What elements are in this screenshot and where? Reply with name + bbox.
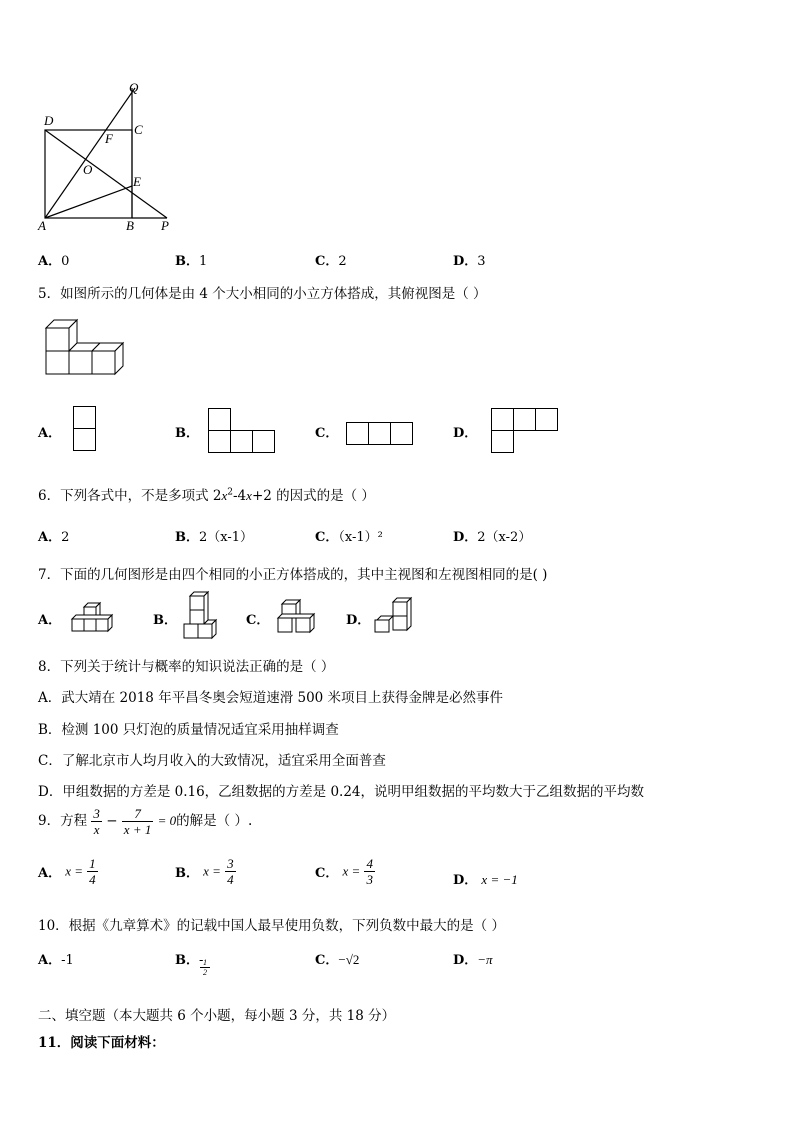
option-label: C．	[315, 254, 339, 269]
option-text: −√2	[338, 952, 360, 967]
q6-option-c[interactable]	[315, 526, 383, 545]
q5-option-a-view	[73, 406, 97, 452]
q6-option-b[interactable]	[175, 526, 253, 545]
option-label: C．	[315, 426, 339, 441]
q4-geometry-figure	[30, 78, 190, 238]
option-fraction	[87, 856, 98, 887]
q7-option-c[interactable]	[246, 609, 269, 628]
line-ae	[45, 186, 132, 218]
q5-solid-figure	[40, 316, 130, 378]
minus-sign: −	[106, 813, 118, 829]
option-text: -1	[61, 953, 74, 968]
denominator: 4	[227, 872, 234, 887]
option-label: B．	[175, 426, 199, 441]
option-text: 1	[199, 254, 208, 269]
option-label: D．	[453, 254, 478, 269]
label-a: A	[38, 218, 46, 233]
line-aq	[45, 88, 135, 218]
option-text: −π	[477, 952, 493, 967]
numerator: 1	[200, 958, 210, 968]
q6-stem-mid: -4	[233, 488, 247, 504]
option-lhs: x =	[342, 863, 361, 879]
q9-option-b[interactable]	[175, 856, 236, 887]
q4-option-d[interactable]	[453, 250, 486, 269]
option-lhs: x =	[65, 863, 84, 879]
q6-stem	[38, 484, 375, 504]
q10-option-b-fraction	[200, 958, 210, 977]
q8-option-d[interactable]: D．甲组数据的方差是 0.16，乙组数据的方差是 0.24，说明甲组数据的平均数大于乙组数据的平均数	[38, 784, 645, 800]
option-label: A．	[38, 530, 62, 545]
q4-option-b[interactable]	[175, 250, 207, 269]
q10-option-c[interactable]	[315, 949, 359, 968]
q8-stem: 8．下列关于统计与概率的知识说法正确的是（ ）	[38, 659, 335, 675]
denominator: 2	[203, 968, 207, 977]
q4-option-a[interactable]	[38, 250, 69, 269]
q7-option-d[interactable]	[346, 609, 370, 628]
q9-fraction-2	[122, 806, 154, 837]
q7-option-b[interactable]	[153, 609, 177, 628]
q7-option-b-solid	[182, 590, 218, 640]
option-text: -	[199, 953, 204, 968]
q9-fraction-1	[91, 806, 102, 837]
q6-var-x: x	[221, 488, 228, 503]
option-text: 0	[61, 254, 70, 269]
option-text: 2	[61, 530, 70, 545]
q6-option-d[interactable]	[453, 526, 531, 545]
option-label: A．	[38, 426, 62, 441]
option-text: 2（x-2）	[477, 530, 532, 545]
q9-stem-suffix: 的解是（ ）.	[176, 813, 253, 829]
option-label: C．	[315, 953, 339, 968]
option-label: A．	[38, 953, 62, 968]
q7-option-d-solid	[373, 596, 417, 636]
q6-var-x: x	[246, 488, 252, 503]
option-label: D．	[346, 613, 371, 628]
q7-option-a-solid	[68, 600, 120, 636]
option-label: A．	[38, 613, 62, 628]
q5-option-b-view	[208, 408, 276, 454]
option-label: B．	[175, 530, 199, 545]
label-p: P	[161, 218, 169, 233]
option-label: D．	[453, 873, 478, 888]
label-c: C	[134, 122, 143, 137]
option-fraction	[364, 856, 375, 887]
q7-option-c-solid	[276, 598, 320, 636]
q9-stem-prefix: 9．方程	[38, 813, 88, 829]
q6-exponent: 2	[227, 487, 233, 498]
q9-option-c[interactable]	[315, 856, 375, 887]
q6-stem-prefix: 6．下列各式中，不是多项式 2	[38, 488, 222, 504]
option-label: A．	[38, 866, 62, 881]
option-label: C．	[246, 613, 270, 628]
q10-option-a[interactable]	[38, 949, 74, 968]
q8-option-b[interactable]: B．检测 100 只灯泡的质量情况适宜采用抽样调查	[38, 722, 339, 738]
q5-stem: 5．如图所示的几何体是由 4 个大小相同的小立方体搭成，其俯视图是（ ）	[38, 286, 487, 302]
q8-option-c[interactable]: C．了解北京市人均月收入的大致情况，适宜采用全面普查	[38, 753, 386, 769]
q5-option-d[interactable]	[453, 422, 477, 441]
option-lhs: x = −1	[481, 872, 518, 887]
q9-stem	[38, 806, 252, 837]
option-label: A．	[38, 254, 62, 269]
option-text: 3	[477, 254, 486, 269]
label-q: Q	[129, 80, 139, 95]
q11-stem: 11．阅读下面材料：	[38, 1035, 165, 1051]
q5-option-d-view	[491, 408, 559, 454]
option-label: B．	[153, 613, 177, 628]
option-label: D．	[453, 953, 478, 968]
option-label: D．	[453, 530, 478, 545]
q5-option-c-view	[346, 422, 414, 446]
q5-option-a[interactable]	[38, 422, 61, 441]
numerator: 7	[122, 806, 154, 822]
numerator: 3	[93, 806, 100, 821]
option-text: 2	[338, 254, 347, 269]
label-b: B	[126, 218, 134, 233]
equals-zero: = 0	[157, 813, 177, 828]
q10-option-d[interactable]	[453, 949, 493, 968]
option-label: D．	[453, 426, 478, 441]
q4-option-c[interactable]	[315, 250, 347, 269]
numerator: 4	[366, 856, 373, 871]
label-f: F	[105, 131, 113, 146]
option-fraction	[225, 856, 236, 887]
numerator: 3	[227, 856, 234, 871]
q10-stem: 10．根据《九章算术》的记载中国人最早使用负数，下列负数中最大的是（ ）	[38, 918, 505, 934]
option-label: C．	[315, 530, 339, 545]
denominator: x + 1	[123, 822, 152, 837]
section-heading: 二、填空题（本大题共 6 个小题，每小题 3 分，共 18 分）	[38, 1008, 396, 1024]
q9-option-d[interactable]	[453, 869, 518, 888]
option-text: （x-1）²	[338, 530, 383, 545]
numerator: 1	[89, 856, 96, 871]
q6-option-a[interactable]	[38, 526, 69, 545]
q7-option-a[interactable]	[38, 609, 61, 628]
denominator: 3	[366, 872, 373, 887]
q9-option-a[interactable]	[38, 856, 98, 887]
label-d: D	[44, 113, 54, 128]
option-label: C．	[315, 866, 339, 881]
option-lhs: x =	[203, 863, 221, 879]
option-label: B．	[175, 254, 199, 269]
q5-option-b[interactable]	[175, 422, 199, 441]
q8-option-a[interactable]: A．武大靖在 2018 年平昌冬奥会短道速滑 500 米项目上获得金牌是必然事件	[38, 690, 504, 706]
option-label: B．	[175, 866, 199, 881]
option-text: 2（x-1）	[199, 530, 254, 545]
q7-stem: 7．下面的几何图形是由四个相同的小正方体搭成的，其中主视图和左视图相同的是( )	[38, 567, 548, 583]
denominator: x	[93, 822, 100, 837]
denominator: 4	[89, 872, 96, 887]
label-e: E	[133, 174, 141, 189]
q6-stem-suffix: +2 的因式的是（ ）	[251, 488, 375, 504]
q5-option-c[interactable]	[315, 422, 338, 441]
option-label: B．	[175, 953, 199, 968]
label-o: O	[83, 162, 93, 177]
